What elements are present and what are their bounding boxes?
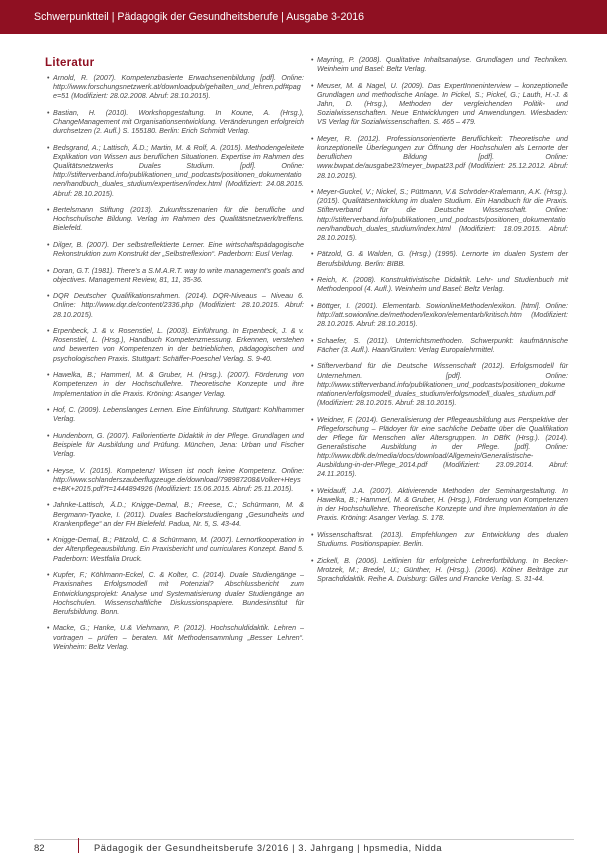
reference-entry: • Bertelsmann Stiftung (2013). Zukunftsszenarien für die berufliche und Hochschulische Bildung. Verlag im Rahmen des Qualitätsnetzwerk/treffens. Bielefeld.	[48, 206, 304, 233]
reference-entry: • Böttger, I. (2001). Elementarb. SowionlineMethodenlexikon. [html]. Online: http://att.sowionline.de/methoden/lexikon/elementarb/kritisch.htm (Modifiziert: 28.10.2015. Abruf: 28.10.2015).	[312, 302, 568, 329]
reference-entry: • Hawelka, B.; Hammerl, M. & Gruber, H. (Hrsg.). (2007). Förderung von Kompetenzen in der Hochschullehre. Theoretische Konzepte und ihre Implementation in die Praxis. Kröning: Asanger Verlag.	[48, 371, 304, 398]
reference-entry: • Weidner, F. (2014). Generalisierung der Pflegeausbildung aus Perspektive der Pflegeforschung – Plädoyer für eine sachliche Debatte über die Qualifikation der Pflege für Menschen aller Altersgruppen. In DBfK (Hrsg.). (2014). Generalistische Ausbildung in der Pflege. [pdf]. Online: http://www.dbfk.de/media/docs/download/Allgemein/Generalistische-Ausbildung-in-der-Pflege_2014.pdf (Modifiziert: 23.09.2014. Abruf: 24.11.2015).	[312, 416, 568, 480]
reference-entry: • Zickell, B. (2006). Leitlinien für erfolgreiche Lehrerfortbildung. In Becker-Mrotzek, M.; Bredel, U.; Günther, H. (Hrsg.). (2006). Kölner Beiträge zur Sprachdidaktik. Reihe A. Duisburg: Gilles und Francke Verlag. S. 31-44.	[312, 557, 568, 584]
references-left-column	[48, 74, 304, 659]
reference-entry: • Kupfer, F.; Köhlmann-Eckel, C. & Kolter, C. (2014). Duale Studiengänge – Praxisnahes Erfolgsmodell mit Potenzial? Abschlussbericht zum Entwicklungsprojekt: Analyse und Systematisierung dualer Studiengänge an Hochschulen. Wissenschaftliche Diskussionspapiere. Bundesinstitut für Berufsbildung. Bonn.	[48, 571, 304, 617]
reference-entry: • Reich, K. (2008). Konstruktivistische Didaktik. Lehr- und Studienbuch mit Methodenpool (4. Aufl.). Weinheim und Basel: Beltz Verlag.	[312, 276, 568, 294]
reference-entry: • Doran, G.T. (1981). There's a S.M.A.R.T. way to write management's goals and objectives. Management Review, 81, 11, 35-36.	[48, 267, 304, 285]
reference-entry: • Pätzold, G. & Walden, G. (Hrsg.) (1995). Lernorte im dualen System der Berufsbildung. Berlin: BIBB.	[312, 250, 568, 268]
reference-entry: • Weidauff, J.A. (2007). Aktivierende Methoden der Seminargestaltung. In Hawelka, B.; Hammerl, M. & Gruber, H. (Hrsg.), Förderung von Kompetenzen in der Hochschullehre. Theoretische Konzepte und ihre Implementation in die Praxis. Kröning: Asanger Verlag. S. 178.	[312, 487, 568, 524]
reference-entry: • Macke, G.; Hanke, U.& Viehmann, P. (2012). Hochschuldidaktik. Lehren – vortragen – prüfen – beraten. Mit Methodensammlung „Besser Lehren“. Weinheim: Beltz Verlag.	[48, 624, 304, 651]
reference-entry: • Arnold, R. (2007). Kompetenzbasierte Erwachsenenbildung [pdf]. Online: http://www.forschungsnetzwerk.at/downloadpub/gehalten_und_lehren.pdf#page=51 (Modifiziert: 28.02.2008. Abruf: 28.10.2015).	[48, 74, 304, 101]
reference-entry: • Schaefer, S. (2011). Unterrichtsmethoden. Schwerpunkt: kaufmännische Fächer (3. Aufl.). Haan/Gruiten: Verlag Europalehrmittel.	[312, 337, 568, 355]
reference-entry: • Meuser, M. & Nagel, U. (2009). Das ExpertInneninterview – konzeptionelle Grundlagen und methodische Anlage. In Pickel, S.; Pickel, G.; Lauth, H.-J. & Jahn, D. (Hrsg.), Methoden der vergleichenden Politik- und Sozialwissenschaften. Neue Entwicklungen und Anwendungen. Wiesbaden: VS Verlag für Sozialwissenschaften. S. 465 – 479.	[312, 82, 568, 128]
reference-entry: • Dilger, B. (2007). Der selbstreflektierte Lerner. Eine wirtschaftspädagogische Rekonstruktion zum Konstrukt der „Selbstreflexion“. Paderborn: Eusl Verlag.	[48, 241, 304, 259]
reference-entry: • Stifterverband für die Deutsche Wissenschaft (2012). Erfolgsmodell für Unternehmen. [pdf]. Online: http://www.stifterverband.info/publikationen_und_podcasts/positionen_dokumentationen/erfolgsmodell_duales_studium/erfolgsmodell_duales_studium.pdf (Modifiziert: 28.10.2015. Abruf: 28.10.2015).	[312, 362, 568, 408]
reference-entry: • Knigge-Demal, B.; Pätzold, C. & Schürmann, M. (2007). Lernortkooperation in der Altenpflegeausbildung. Ein Praxisbericht und curriculares Konzept. Band 5. Paderborn: Westfalia Druck.	[48, 536, 304, 563]
footer-rule	[34, 839, 574, 840]
reference-entry: • DQR Deutscher Qualifikationsrahmen. (2014). DQR-Niveaus – Niveau 6. Online: http://www.dqr.de/content/2336.php (Modifiziert: 28.10.2015. Abruf: 28.10.2015).	[48, 292, 304, 319]
reference-entry: • Meyer, R. (2012). Professionsorientierte Beruflichkeit: Theoretische und konzeptionelle Überlegungen zur Öffnung der Hochschulen als Lernorte der beruflichen Bildung [pdf]. Online: www.bwpat.de/ausgabe23/meyer_bwpat23.pdf (Modifiziert: 25.12.2012. Abruf: 28.10.2015).	[312, 135, 568, 181]
section-title: Literatur	[45, 57, 95, 69]
reference-entry: • Hof, C. (2009). Lebenslanges Lernen. Eine Einführung. Stuttgart: Kohlhammer Verlag.	[48, 406, 304, 424]
page-number: 82	[34, 843, 45, 854]
references-right-column	[312, 56, 568, 592]
reference-entry: • Mayring, P. (2008). Qualitative Inhaltsanalyse. Grundlagen und Techniken. Weinheim und Basel: Beltz Verlag.	[312, 56, 568, 74]
reference-entry: • Hundenborn, G. (2007). Fallorientierte Didaktik in der Pflege. Grundlagen und Beispiele für Ausbildung und Prüfung. München, Jena: Urban und Fischer Verlag.	[48, 432, 304, 459]
reference-entry: • Wissenschaftsrat. (2013). Empfehlungen zur Entwicklung des dualen Studiums. Positionspapier. Berlin.	[312, 531, 568, 549]
footer-separator	[78, 838, 79, 853]
reference-entry: • Bastian, H. (2010). Workshopgestaltung. In Koune, A. (Hrsg.), ChangeManagement mit Organisationsentwicklung. Veränderungen erfolgreich durchsetzen (2. Aufl.) S. 155180. Berlin: Erich Schmidt Verlag.	[48, 109, 304, 136]
reference-entry: • Heyse, V. (2015). Kompetenz! Wissen ist noch keine Kompetenz. Online: http://www.schlanderszauberflugzeuge.de/download/798987208&Volker+Heyse+BK+2015.pdf?t=1444894926 (Modifiziert: 15.06.2015. Abruf: 25.11.2015).	[48, 467, 304, 494]
reference-entry: • Meyer-Guckel, V.; Nickel, S.; Püttmann, V.& Schröder-Kralemann, A.K. (Hrsg.). (2015). Qualitätsentwicklung im dualen Studium. Ein Handbuch für die Praxis. Stifterverband für die Deutsche Wissenschaft. Online: http://stifterverband.info/publikationen_und_podcasts/positionen_dokumentationen/handbuch_duales_studium/index.html (Modifiziert: 18.09.2015. Abruf: 28.10.2015).	[312, 188, 568, 243]
running-header: Schwerpunktteil | Pädagogik der Gesundheitsberufe | Ausgabe 3-2016	[0, 0, 607, 34]
footer-citation: Pädagogik der Gesundheitsberufe 3/2016 | 3. Jahrgang | hpsmedia, Nidda	[94, 843, 443, 853]
reference-entry: • Bedsgrand, A.; Lattisch, Ä.D.; Martin, M. & Rolf, A. (2015). Methodengeleitete Explikation von Wissen aus beruflichen Situationen. Expertise im Rahmen des Qualitätsnetzwerks Duales Studium. [pdf]. Online: http://stifterverband.info/publikationen_und_podcasts/positionen_dokumentationen/handbuch_duales_studium/expertisen/index.html (Modifiziert: 24.08.2015. Abruf: 28.10.2015).	[48, 144, 304, 199]
reference-entry: • Jahnke-Lattisch, Ä.D.; Knigge-Demal, B.; Freese, C.; Schürmann, M. & Bergmann-Tyacke, I. (2011). Duales Bachelorstudiengang „Gesundheits und Krankenpflege“ an der FH Bielefeld. Padua, Nr. 5, S. 43-44.	[48, 501, 304, 528]
reference-entry: • Erpenbeck, J. & v. Rosenstiel, L. (2003). Einführung. In Erpenbeck, J. & v. Rosenstiel, L. (Hrsg.), Handbuch Kompetenzmessung. Erkennen, verstehen und bewerten von Kompetenzen in der betrieblichen, pädagogischen und psychologischen Praxis. Stuttgart: Schäffer-Poeschel Verlag. S. 9-40.	[48, 327, 304, 364]
